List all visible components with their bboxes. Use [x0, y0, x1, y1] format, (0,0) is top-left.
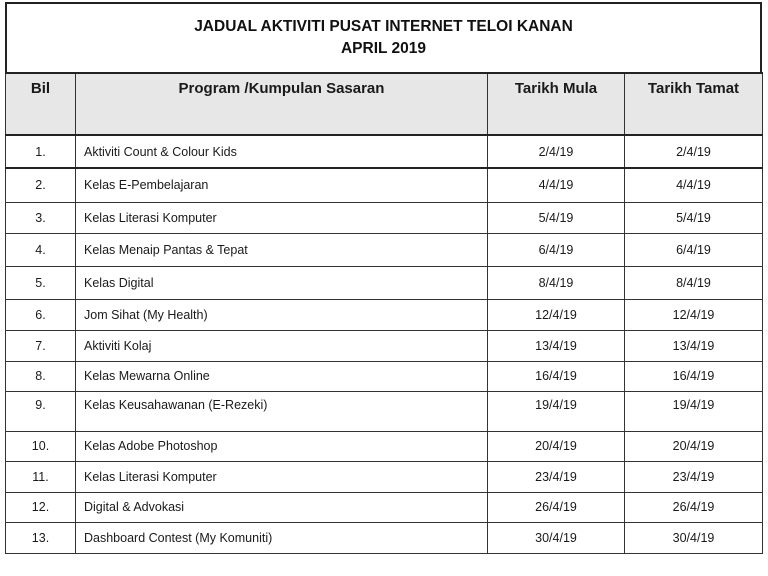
tarikh-tamat: 30/4/19: [625, 522, 763, 553]
table-row: [6, 391, 763, 431]
tarikh-mula: 8/4/19: [488, 266, 625, 299]
tarikh-tamat: 8/4/19: [625, 266, 763, 299]
header-program: Program /Kumpulan Sasaran: [76, 73, 488, 135]
program-name: Aktiviti Kolaj: [76, 330, 488, 361]
tarikh-tamat: 26/4/19: [625, 492, 763, 522]
table-row: [6, 135, 763, 168]
row-number: 4.: [6, 233, 76, 266]
table-row: [6, 461, 763, 492]
tarikh-tamat: 23/4/19: [625, 461, 763, 492]
table-row: [6, 202, 763, 233]
table-row: [6, 299, 763, 330]
tarikh-tamat: 4/4/19: [625, 168, 763, 202]
document-subtitle: APRIL 2019: [340, 40, 426, 57]
program-name: Kelas Literasi Komputer: [76, 461, 488, 492]
tarikh-tamat: 19/4/19: [625, 391, 763, 431]
program-name: Dashboard Contest (My Komuniti): [76, 522, 488, 553]
header-tarikh-tamat: Tarikh Tamat: [625, 73, 763, 135]
document-title: JADUAL AKTIVITI PUSAT INTERNET TELOI KANAN: [194, 18, 573, 35]
row-number: 12.: [6, 492, 76, 522]
row-number: 6.: [6, 299, 76, 330]
title-box: [5, 2, 762, 72]
header-row: [6, 73, 763, 135]
tarikh-mula: 4/4/19: [488, 168, 625, 202]
tarikh-mula: 12/4/19: [488, 299, 625, 330]
table-row: [6, 361, 763, 391]
program-name: Kelas E-Pembelajaran: [76, 168, 488, 202]
row-number: 13.: [6, 522, 76, 553]
tarikh-tamat: 13/4/19: [625, 330, 763, 361]
row-number: 2.: [6, 168, 76, 202]
header-tarikh-mula: Tarikh Mula: [488, 73, 625, 135]
table-row: [6, 233, 763, 266]
schedule-document: [5, 2, 762, 554]
row-number: 3.: [6, 202, 76, 233]
schedule-table: [5, 72, 763, 554]
header-bil: Bil: [6, 73, 76, 135]
row-number: 5.: [6, 266, 76, 299]
tarikh-mula: 6/4/19: [488, 233, 625, 266]
tarikh-mula: 20/4/19: [488, 431, 625, 461]
program-name: Kelas Menaip Pantas & Tepat: [76, 233, 488, 266]
program-name: Jom Sihat (My Health): [76, 299, 488, 330]
table-row: [6, 431, 763, 461]
table-row: [6, 266, 763, 299]
tarikh-tamat: 12/4/19: [625, 299, 763, 330]
tarikh-mula: 26/4/19: [488, 492, 625, 522]
table-row: [6, 168, 763, 202]
tarikh-mula: 13/4/19: [488, 330, 625, 361]
tarikh-tamat: 16/4/19: [625, 361, 763, 391]
row-number: 10.: [6, 431, 76, 461]
program-name: Kelas Adobe Photoshop: [76, 431, 488, 461]
tarikh-mula: 19/4/19: [488, 391, 625, 431]
tarikh-tamat: 6/4/19: [625, 233, 763, 266]
row-number: 1.: [6, 135, 76, 168]
table-row: [6, 522, 763, 553]
tarikh-mula: 5/4/19: [488, 202, 625, 233]
row-number: 9.: [6, 391, 76, 431]
tarikh-mula: 23/4/19: [488, 461, 625, 492]
tarikh-tamat: 5/4/19: [625, 202, 763, 233]
table-row: [6, 492, 763, 522]
tarikh-mula: 16/4/19: [488, 361, 625, 391]
program-name: Kelas Mewarna Online: [76, 361, 488, 391]
program-name: Aktiviti Count & Colour Kids: [76, 135, 488, 168]
tarikh-mula: 2/4/19: [488, 135, 625, 168]
row-number: 7.: [6, 330, 76, 361]
program-name: Kelas Literasi Komputer: [76, 202, 488, 233]
row-number: 11.: [6, 461, 76, 492]
table-row: [6, 330, 763, 361]
program-name: Digital & Advokasi: [76, 492, 488, 522]
program-name: Kelas Digital: [76, 266, 488, 299]
tarikh-tamat: 2/4/19: [625, 135, 763, 168]
row-number: 8.: [6, 361, 76, 391]
program-name: Kelas Keusahawanan (E-Rezeki): [76, 391, 488, 431]
tarikh-mula: 30/4/19: [488, 522, 625, 553]
tarikh-tamat: 20/4/19: [625, 431, 763, 461]
